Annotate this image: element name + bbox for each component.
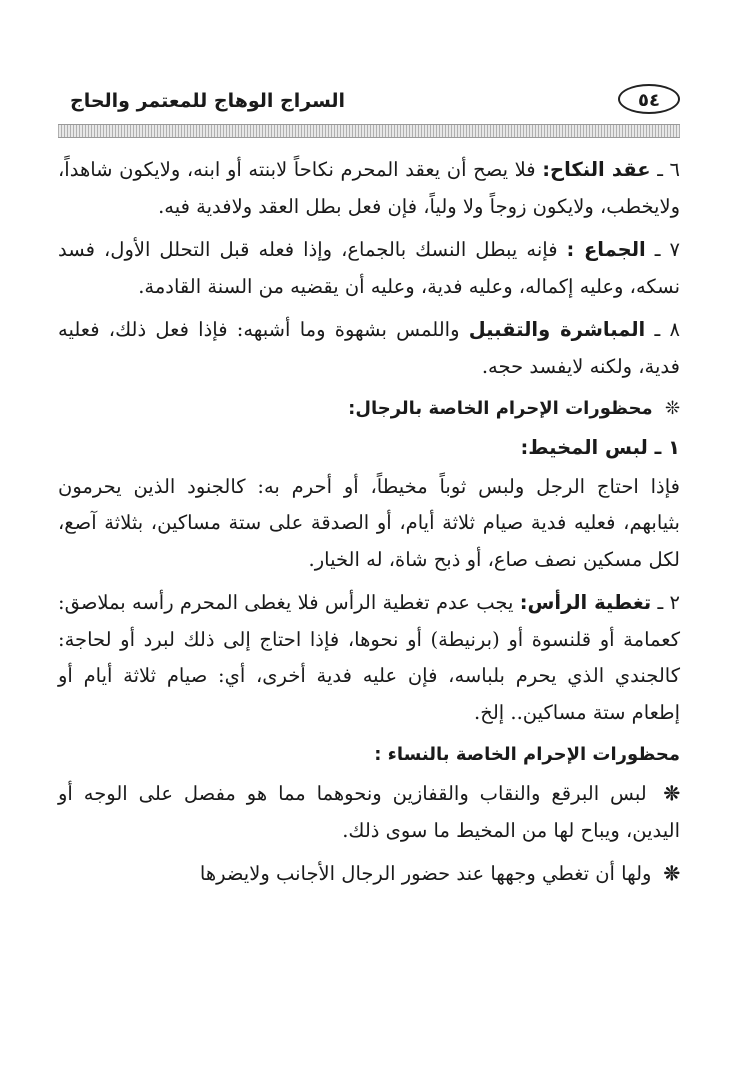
- item-number: ٦ ـ: [657, 158, 681, 181]
- item-term: تغطية الرأس:: [519, 591, 652, 614]
- item-number: ٧ ـ: [654, 238, 680, 261]
- item-text: ولها أن تغطي وجهها عند حضور الرجال الأجانب ولايضرها: [199, 862, 652, 885]
- item-text: واللمس بشهوة وما أشبهه: فإذا فعل ذلك، فعليه فدية، ولكنه لايفسد حجه.: [58, 318, 680, 378]
- star-icon: ❊: [664, 398, 680, 419]
- item-text: فإذا احتاج الرجل ولبس ثوباً مخيطاً، أو أحرم به: كالجنود الذين يحرمون بثيابهم، فعليه فدية صيام ثلاثة أيام، أو الصدقة على ستة مساكين، بثلاثة آصع، لكل مسكين نصف صاع، أو ذبح شاة، له الخيار.: [58, 474, 680, 571]
- subheading-sewn-clothing: [58, 430, 680, 467]
- paragraph-women-face: [58, 856, 680, 893]
- paragraph-touching: [58, 312, 680, 385]
- item-text: فإنه يبطل النسك بالجماع، وإذا فعله قبل التحلل الأول، فسد نسكه، وعليه إكماله، وعليه فدية، وعليه أن يقضيه من السنة القادمة.: [58, 238, 680, 298]
- paragraph-head-covering: [58, 585, 680, 731]
- header-rule: [58, 124, 680, 138]
- book-page: [58, 82, 680, 1082]
- item-term: عقد النكاح:: [542, 158, 651, 181]
- section-heading-text: محظورات الإحرام الخاصة بالنساء :: [374, 744, 680, 765]
- paragraph-marriage-contract: [58, 152, 680, 225]
- item-number: ٢ ـ: [657, 591, 681, 614]
- page-header: [58, 82, 680, 122]
- star-icon: ❊: [663, 862, 680, 885]
- section-heading-women: [58, 738, 680, 772]
- page-number-badge: ٥٤: [618, 84, 680, 114]
- running-title: السراج الوهاج للمعتمر والحاج: [70, 90, 346, 112]
- item-text: يجب عدم تغطية الرأس فلا يغطى المحرم رأسه بملاصق: كعمامة أو قلنسوة أو (برنيطة) أو نحوها، فإذا احتاج إلى ذلك لبرد أو لحاجة: كالجندي الذي يحرم بلباسه، فإن عليه فدية أخرى، أي: صيام ثلاثة أيام أو إطعام ستة مساكين.. إلخ.: [58, 591, 680, 724]
- item-term: الجماع :: [566, 238, 646, 261]
- paragraph-women-veil: [58, 776, 680, 849]
- section-heading-men: [58, 392, 680, 426]
- paragraph-intercourse: [58, 232, 680, 305]
- item-term: ١ ـ لبس المخيط:: [520, 436, 680, 459]
- section-heading-text: محظورات الإحرام الخاصة بالرجال:: [348, 398, 653, 419]
- paragraph-sewn-clothing: [58, 469, 680, 579]
- item-text: فلا يصح أن يعقد المحرم نكاحاً لابنته أو ابنه، ولايكون شاهداً، ولايخطب، ولايكون زوجاً ولا ولياً، فإن فعل بطل العقد ولافدية فيه.: [58, 158, 680, 218]
- page-body: [58, 152, 680, 893]
- star-icon: ❊: [663, 782, 680, 805]
- item-term: المباشرة والتقبيل: [468, 318, 646, 341]
- item-number: ٨ ـ: [654, 318, 680, 341]
- item-text: لبس البرقع والنقاب والقفازين ونحوهما مما هو مفصل على الوجه أو اليدين، ويباح لها من المخيط ما سوى ذلك.: [58, 782, 680, 842]
